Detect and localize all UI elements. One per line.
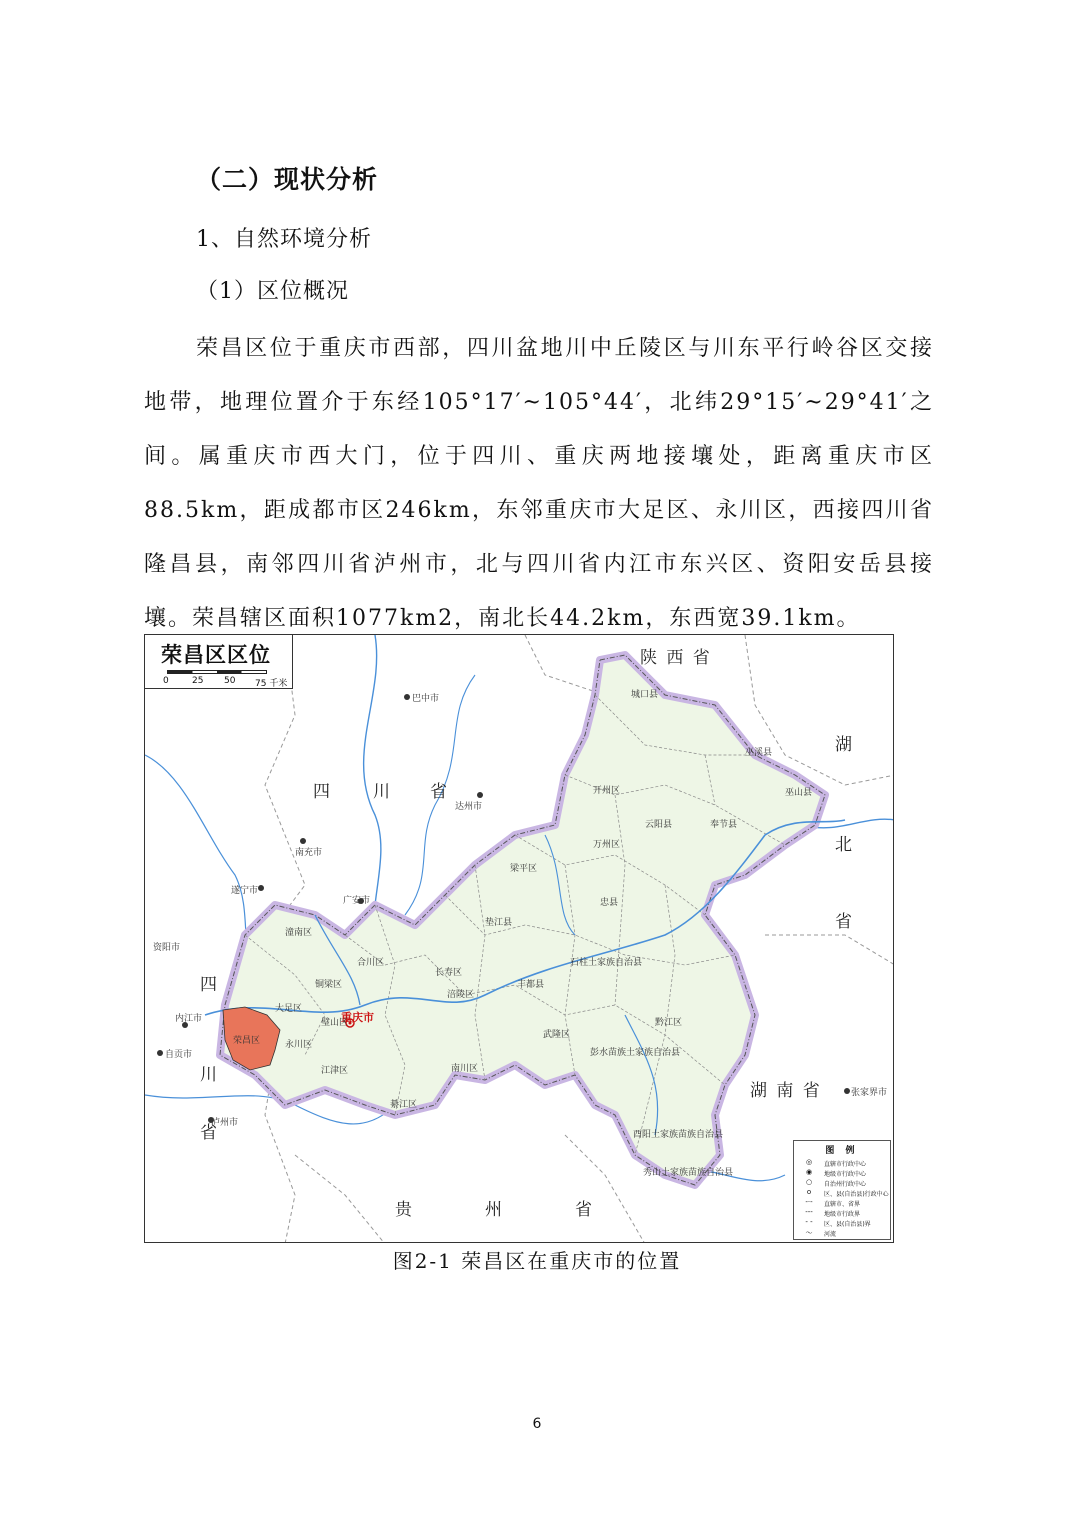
district-label: 铜梁区 [315, 980, 343, 990]
city-label: 资阳市 [153, 943, 181, 953]
district-label: 黔江区 [655, 1018, 683, 1028]
map-legend [793, 1140, 891, 1240]
province-label: 川 [200, 1065, 219, 1085]
district-label: 綦江区 [390, 1100, 418, 1110]
city-label: 达州市 [455, 802, 483, 812]
province-label: 陕 西 省 [640, 648, 712, 668]
legend-symbol: ○ [805, 1178, 813, 1186]
province-label: 省 [835, 912, 854, 932]
subheading-natural-environment: 1、自然环境分析 [196, 227, 372, 252]
district-label: 彭水苗族土家族自治县 [590, 1048, 681, 1058]
map-graphic [145, 635, 894, 1243]
legend-symbol: --- [805, 1208, 813, 1216]
city-label: 巴中市 [412, 694, 440, 704]
district-label: 忠县 [600, 898, 619, 908]
district-label: 石柱土家族自治县 [570, 958, 643, 968]
province-label: 贵 [395, 1200, 414, 1220]
province-label: 湖 南 省 [750, 1081, 822, 1101]
district-label: 奉节县 [710, 820, 738, 830]
city-label: 自贡市 [165, 1050, 193, 1060]
district-label: 丰都县 [517, 980, 545, 990]
district-label: 巫溪县 [745, 748, 773, 758]
district-label: 江津区 [321, 1066, 349, 1076]
legend-symbol: -·- [805, 1198, 813, 1206]
city-label: 广安市 [343, 896, 371, 906]
legend-symbol: ◎ [805, 1158, 813, 1166]
district-label: 永川区 [285, 1040, 313, 1050]
district-label: 璧山区 [321, 1018, 349, 1028]
legend-item: 区、县(自治县)界 [824, 1221, 871, 1228]
legend-item: 河流 [824, 1231, 837, 1238]
province-label: 省 [430, 782, 449, 802]
province-label: 四 [200, 975, 219, 995]
city-label: 泸州市 [211, 1118, 239, 1128]
city-label: 内江市 [175, 1014, 203, 1024]
figure-caption: 图2-1 荣昌区在重庆市的位置 [392, 1249, 682, 1273]
map-title: 荣昌区区位 [161, 643, 271, 667]
legend-symbol: - - [805, 1218, 813, 1226]
legend-title: 图 例 [825, 1146, 859, 1156]
scale-tick: 0 [163, 676, 169, 686]
legend-item: 地级市行政中心 [824, 1171, 867, 1178]
city-label: 遂宁市 [231, 886, 259, 896]
scale-tick: 75 千米 [255, 679, 288, 689]
province-label: 省 [575, 1200, 594, 1220]
page-number: 6 [532, 1416, 542, 1432]
district-label: 潼南区 [285, 928, 313, 938]
city-label: 南充市 [295, 848, 323, 858]
district-label: 涪陵区 [447, 990, 475, 1000]
map-title-box [145, 635, 293, 689]
district-label: 酉阳土家族苗族自治县 [633, 1130, 724, 1140]
province-label: 州 [485, 1200, 504, 1220]
legend-symbol: ～ [805, 1229, 813, 1237]
district-label: 武隆区 [543, 1030, 571, 1040]
subheading-location: （1）区位概况 [196, 279, 349, 304]
legend-item: 地级市行政界 [824, 1211, 861, 1218]
province-label: 湖 [835, 735, 854, 755]
legend-item: 直辖市、省界 [824, 1201, 861, 1208]
location-paragraph: 荣昌区位于重庆市西部，四川盆地川中丘陵区与川东平行岭谷区交接地带，地理位置介于东经105°17′~105°44′，北纬29°15′~29°41′之间。属重庆市西大门，位于四川、重庆两地接壤处，距离重庆市区88.5km，距成都市区246km，东邻重庆市大足区、永川区，西接四川省隆昌县，南邻四川省泸州市，北与四川省内江市东兴区、资阳安岳县接壤。荣昌辖区面积1077km2，南北长44.2km，东西宽39.1km。 [144, 336, 934, 631]
scale-tick: 25 [192, 676, 204, 686]
district-label: 梁平区 [510, 864, 538, 874]
city-label-chongqing: 重庆市 [341, 1011, 374, 1024]
district-label: 云阳县 [645, 820, 673, 830]
city-label: 张家界市 [851, 1088, 888, 1098]
scale-tick: 50 [224, 676, 236, 686]
location-map [144, 634, 894, 1243]
district-label: 南川区 [451, 1064, 479, 1074]
city-label-rongchang: 荣昌区 [233, 1036, 261, 1046]
district-label: 大足区 [275, 1004, 303, 1014]
legend-item: 自治州行政中心 [824, 1181, 867, 1188]
province-label: 北 [835, 835, 854, 855]
district-label: 开州区 [593, 786, 621, 796]
legend-symbol: o [806, 1188, 812, 1196]
district-label: 垫江县 [485, 918, 513, 928]
province-label: 省 [200, 1123, 219, 1143]
legend-item: 直辖市行政中心 [824, 1161, 867, 1168]
district-label: 巫山县 [785, 788, 813, 798]
legend-symbol: ◉ [805, 1168, 813, 1176]
district-label: 万州区 [593, 840, 621, 850]
district-label: 城口县 [631, 690, 659, 700]
province-label: 川 [373, 782, 392, 802]
legend-item: 区、县(自治县)行政中心 [824, 1191, 889, 1198]
district-label: 秀山土家族苗族自治县 [643, 1168, 734, 1178]
province-label: 四 [313, 782, 332, 802]
scale-bar [167, 670, 267, 674]
district-label: 合川区 [357, 958, 385, 968]
section-heading: （二）现状分析 [196, 165, 379, 194]
district-label: 长寿区 [435, 968, 463, 978]
